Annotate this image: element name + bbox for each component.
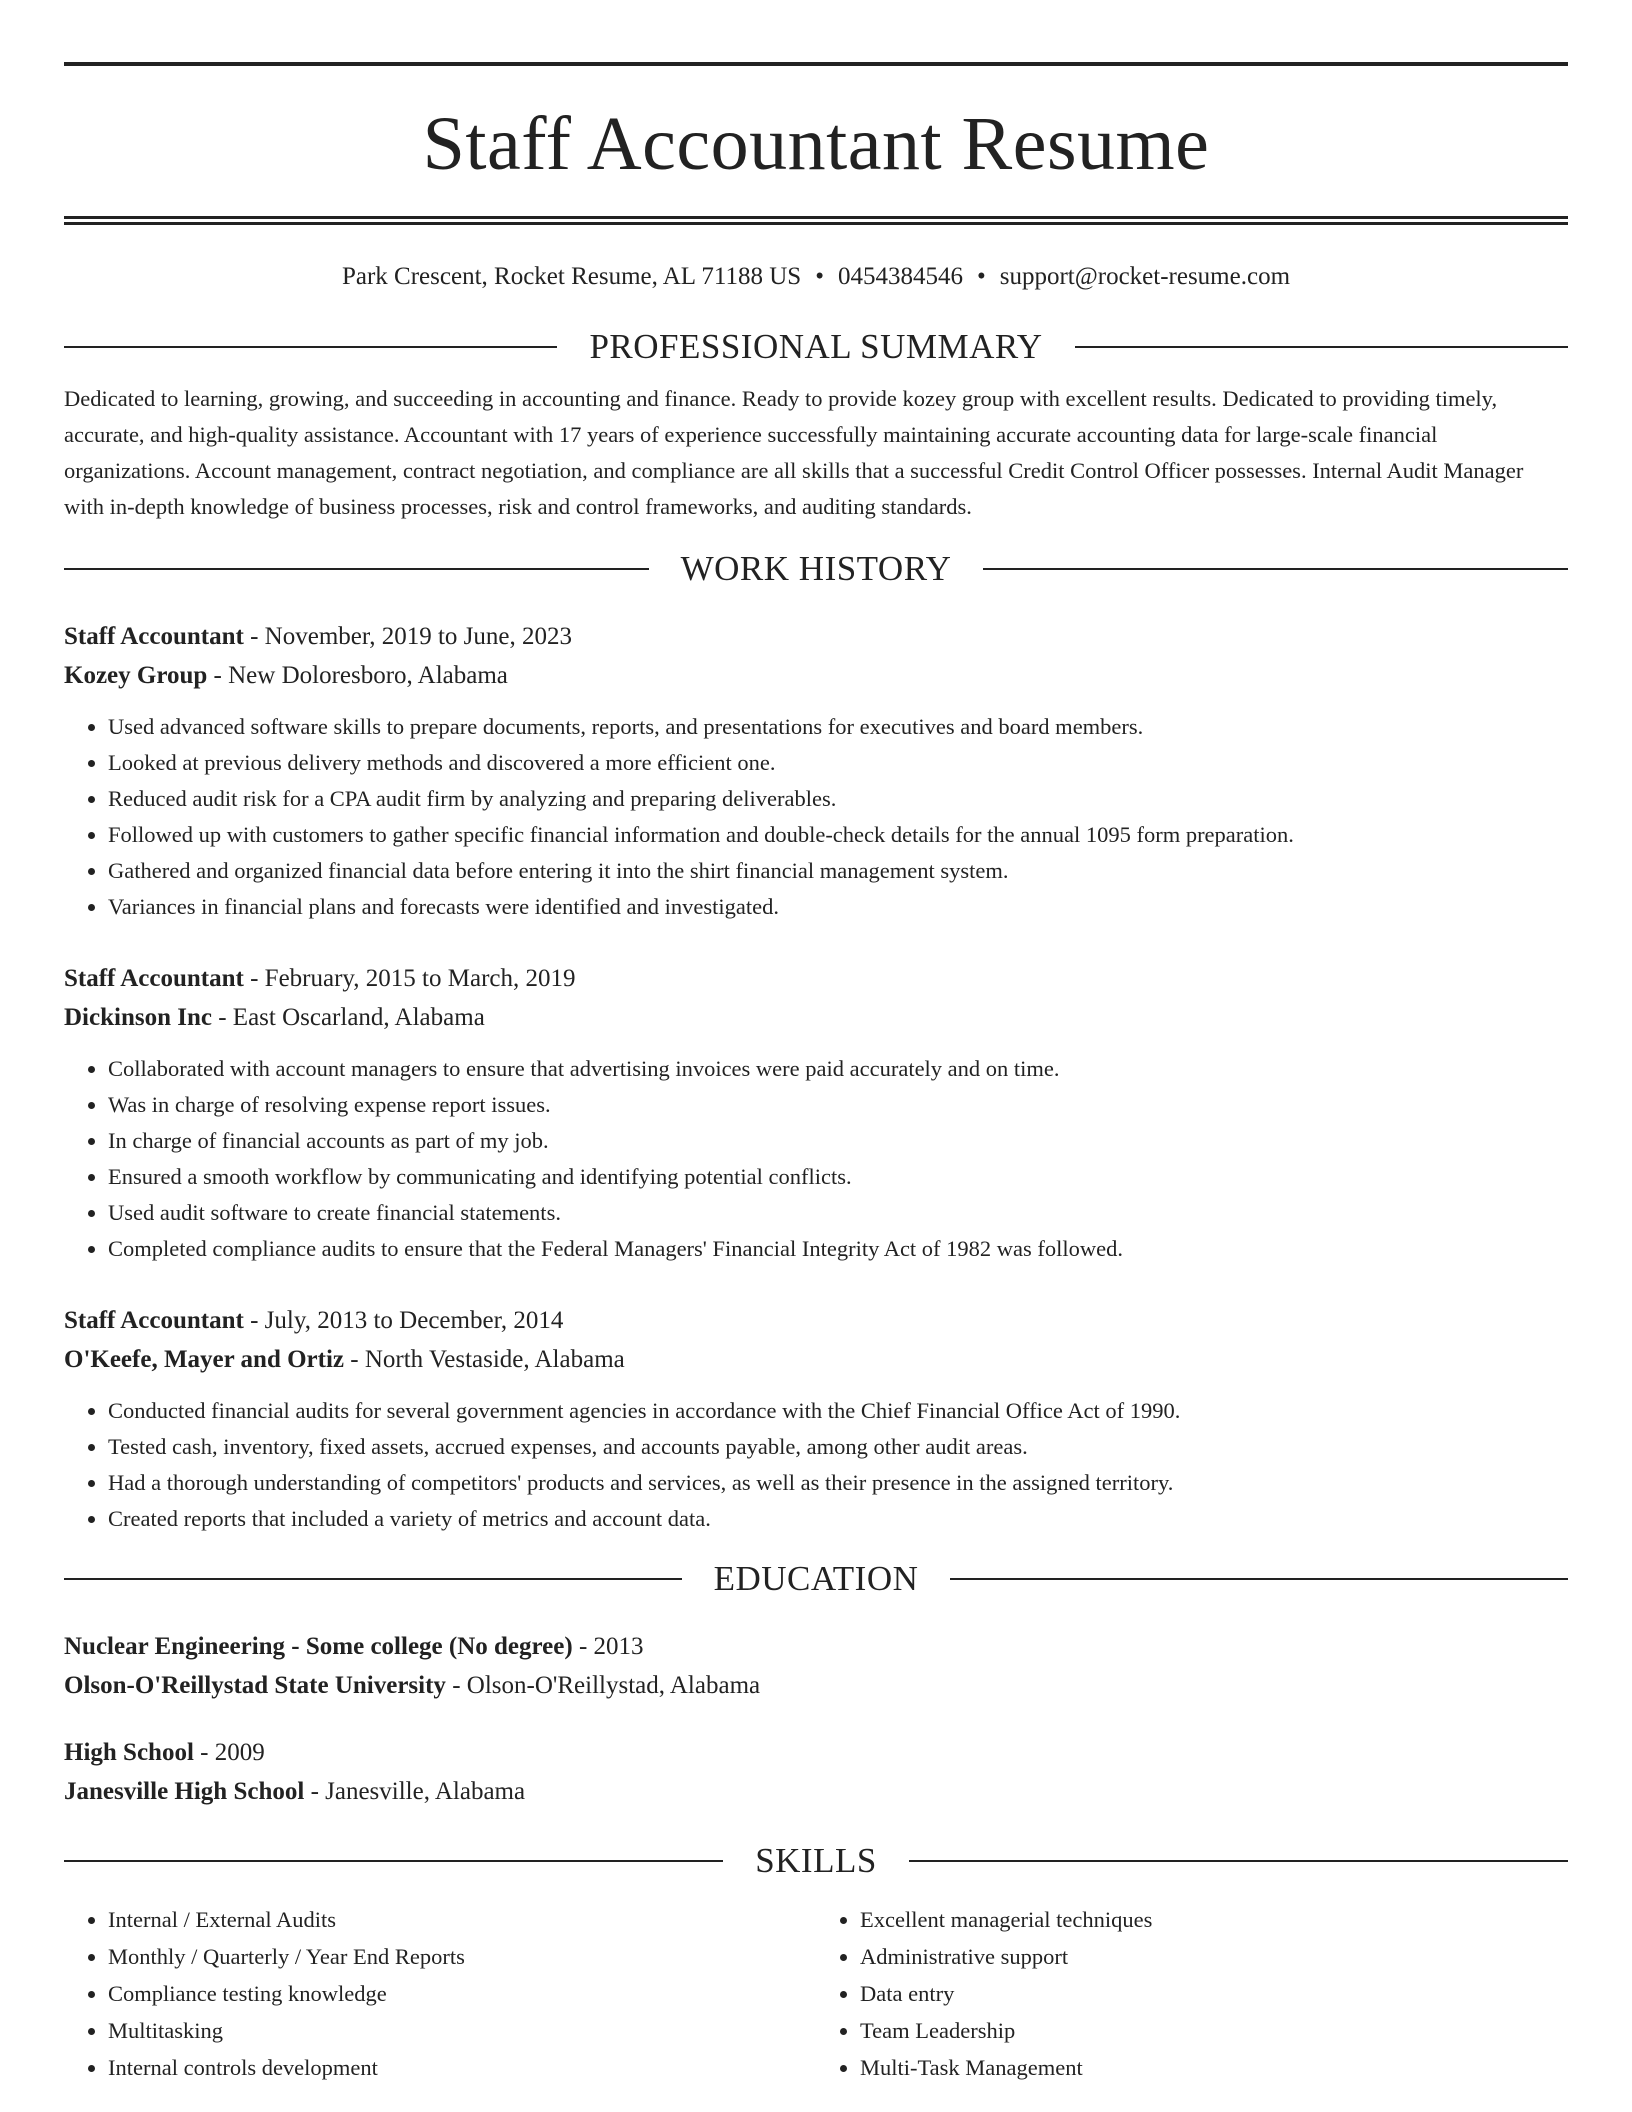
contact-phone: 0454384546 — [837, 263, 963, 290]
list-item: • Team Leadership — [860, 2012, 1568, 2049]
heading-rule-right — [909, 1860, 1568, 1862]
job-location: - New Doloresboro, Alabama — [207, 662, 508, 689]
list-item: • Tested cash, inventory, fixed assets, accrued expenses, and accounts payable, among other audit areas. — [108, 1429, 1568, 1465]
job-duties — [64, 1393, 1568, 1537]
job-duties — [64, 709, 1568, 925]
job-location: - North Vestaside, Alabama — [344, 1346, 625, 1373]
list-item: • Used advanced software skills to prepare documents, reports, and presentations for executives and board members. — [108, 709, 1568, 745]
work-history-list — [64, 617, 1568, 1537]
resume-page — [64, 0, 1568, 2086]
job-entry — [64, 1301, 1568, 1537]
section-heading-work — [64, 549, 1568, 589]
job-company: Kozey Group — [64, 662, 208, 689]
section-heading-summary — [64, 327, 1568, 367]
heading-rule-left — [64, 568, 649, 570]
education-location: - Janesville, Alabama — [304, 1778, 526, 1805]
heading-rule-right — [983, 568, 1568, 570]
job-company-line — [64, 656, 1568, 695]
list-item: • Created reports that included a variety of metrics and account data. — [108, 1501, 1568, 1537]
list-item: • Had a thorough understanding of competitors' products and services, as well as their presence in the assigned territory. — [108, 1465, 1568, 1501]
section-heading-label: SKILLS — [755, 1841, 877, 1880]
list-item: • Followed up with customers to gather specific financial information and double-check details for the annual 1095 form preparation. — [108, 817, 1568, 853]
job-entry — [64, 959, 1568, 1267]
education-school-line — [64, 1772, 1568, 1811]
job-title: Staff Accountant — [64, 1307, 244, 1334]
education-school: Olson-O'Reillystad State University — [64, 1672, 446, 1699]
list-item: • Multitasking — [108, 2012, 816, 2049]
skills-columns — [64, 1901, 1568, 2086]
list-item: • Ensured a smooth workflow by communicating and identifying potential conflicts. — [108, 1159, 1568, 1195]
job-dates: - February, 2015 to March, 2019 — [243, 965, 576, 992]
section-heading-label: WORK HISTORY — [680, 549, 952, 588]
contact-separator: • — [815, 263, 824, 290]
list-item: • Administrative support — [860, 1938, 1568, 1975]
education-degree-line — [64, 1627, 1568, 1666]
job-company: O'Keefe, Mayer and Ortiz — [64, 1346, 345, 1373]
list-item: • Used audit software to create financial statements. — [108, 1195, 1568, 1231]
heading-rule-left — [64, 1860, 723, 1862]
job-title-line — [64, 1301, 1568, 1340]
job-title: Staff Accountant — [64, 965, 244, 992]
summary-text: Dedicated to learning, growing, and succeeding in accounting and finance. Ready to provide kozey group with excellent results. Dedicated to providing timely, accurate, and high-quality assistance. Accountant with 17 years of experience successfully maintaining accurate accounting data for large-scale financial organizations. Account management, contract negotiation, and compliance are all skills that a successful Credit Control Officer possesses. Internal Audit Manager with in-depth knowledge of business processes, risk and control frameworks, and auditing standards. — [64, 386, 1524, 519]
heading-rule-right — [1075, 346, 1568, 348]
job-dates: - November, 2019 to June, 2023 — [243, 623, 572, 650]
list-item: • Was in charge of resolving expense report issues. — [108, 1087, 1568, 1123]
list-item: • Looked at previous delivery methods and discovered a more efficient one. — [108, 745, 1568, 781]
section-heading-education — [64, 1559, 1568, 1599]
job-duties — [64, 1051, 1568, 1267]
contact-address: Park Crescent, Rocket Resume, AL 71188 US — [341, 263, 802, 290]
job-company: Dickinson Inc — [64, 1004, 212, 1031]
document-title: Staff Accountant Resume — [422, 102, 1210, 186]
education-school: Janesville High School — [64, 1778, 305, 1805]
list-item: • Conducted financial audits for several government agencies in accordance with the Chief Financial Office Act of 1990. — [108, 1393, 1568, 1429]
education-entry — [64, 1627, 1568, 1705]
job-title: Staff Accountant — [64, 623, 244, 650]
list-item: • Collaborated with account managers to ensure that advertising invoices were paid accurately and on time. — [108, 1051, 1568, 1087]
list-item: • Compliance testing knowledge — [108, 1975, 816, 2012]
job-entry — [64, 617, 1568, 925]
top-rule — [64, 62, 1568, 66]
list-item: • Variances in financial plans and forecasts were identified and investigated. — [108, 889, 1568, 925]
education-entry — [64, 1733, 1568, 1811]
contact-email: support@rocket-resume.com — [999, 263, 1291, 290]
job-title-line — [64, 959, 1568, 998]
title-double-rule — [64, 216, 1568, 225]
job-dates: - July, 2013 to December, 2014 — [243, 1307, 564, 1334]
contact-separator: • — [976, 263, 986, 290]
heading-rule-left — [64, 346, 557, 348]
education-year: - 2013 — [572, 1633, 644, 1660]
education-degree: Nuclear Engineering - Some college (No degree) — [64, 1633, 573, 1660]
education-year: - 2009 — [193, 1739, 265, 1766]
job-title-line — [64, 617, 1568, 656]
list-item: • Data entry — [860, 1975, 1568, 2012]
education-degree-line — [64, 1733, 1568, 1772]
list-item: • Internal / External Audits — [108, 1901, 816, 1938]
heading-rule-left — [64, 1578, 682, 1580]
education-degree: High School — [64, 1739, 194, 1766]
job-company-line — [64, 1340, 1568, 1379]
list-item: • Monthly / Quarterly / Year End Reports — [108, 1938, 816, 1975]
list-item: • Gathered and organized financial data before entering it into the shirt financial management system. — [108, 853, 1568, 889]
list-item: • Internal controls development — [108, 2049, 816, 2086]
list-item: • Excellent managerial techniques — [860, 1901, 1568, 1938]
contact-line — [64, 261, 1568, 293]
section-heading-skills — [64, 1841, 1568, 1881]
skills-list-right — [816, 1901, 1568, 2086]
list-item: • Completed compliance audits to ensure that the Federal Managers' Financial Integrity Act of 1982 was followed. — [108, 1231, 1568, 1267]
list-item: • Reduced audit risk for a CPA audit firm by analyzing and preparing deliverables. — [108, 781, 1568, 817]
section-heading-label: PROFESSIONAL SUMMARY — [589, 327, 1043, 366]
education-location: - Olson-O'Reillystad, Alabama — [445, 1672, 761, 1699]
job-company-line — [64, 998, 1568, 1037]
job-location: - East Oscarland, Alabama — [211, 1004, 485, 1031]
heading-rule-right — [950, 1578, 1568, 1580]
education-school-line — [64, 1666, 1568, 1705]
skills-list-left — [64, 1901, 816, 2086]
list-item: • In charge of financial accounts as part of my job. — [108, 1123, 1568, 1159]
list-item: • Multi-Task Management — [860, 2049, 1568, 2086]
section-heading-label: EDUCATION — [713, 1559, 919, 1598]
